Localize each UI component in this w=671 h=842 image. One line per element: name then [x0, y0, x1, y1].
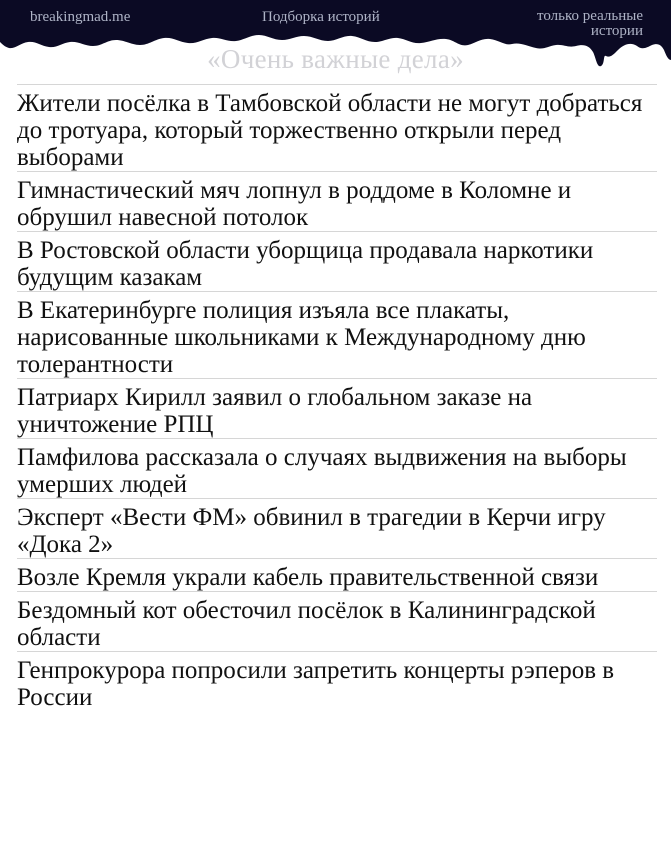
- tagline: только реальные истории: [537, 8, 643, 39]
- story-headline[interactable]: Патриарх Кирилл заявил о глобальном заказе на уничтожение РПЦ: [17, 384, 533, 438]
- story-headline[interactable]: В Екатеринбурге полиция изъяла все плакаты, нарисованные школьниками к Международному дню толерантности: [17, 297, 586, 378]
- story-headline[interactable]: В Ростовской области уборщица продавала наркотики будущим казакам: [17, 237, 594, 291]
- list-item[interactable]: [17, 438, 657, 498]
- story-headline[interactable]: Памфилова рассказала о случаях выдвижения на выборы умерших людей: [17, 444, 627, 498]
- list-item[interactable]: [17, 651, 657, 711]
- story-headline[interactable]: Жители посёлка в Тамбовской области не могут добраться до тротуара, который торжественно открыли перед выборами: [17, 90, 643, 171]
- story-list: [17, 84, 657, 711]
- list-item[interactable]: [17, 291, 657, 378]
- story-headline[interactable]: Эксперт «Вести ФМ» обвинил в трагедии в Керчи игру «Дока 2»: [17, 504, 606, 558]
- page-title: «Очень важные дела»: [207, 44, 464, 74]
- list-item[interactable]: [17, 171, 657, 231]
- list-item[interactable]: [17, 378, 657, 438]
- list-item[interactable]: [17, 498, 657, 558]
- section-name[interactable]: Подборка историй: [262, 9, 380, 25]
- story-headline[interactable]: Гимнастический мяч лопнул в роддоме в Коломне и обрушил навесной потолок: [17, 177, 572, 231]
- story-headline[interactable]: Генпрокурора попросили запретить концерты рэперов в России: [17, 657, 615, 711]
- list-item[interactable]: [17, 231, 657, 291]
- story-headline[interactable]: Бездомный кот обесточил посёлок в Калининградской области: [17, 597, 596, 651]
- list-item[interactable]: [17, 558, 657, 591]
- story-headline[interactable]: Возле Кремля украли кабель правительственной связи: [17, 564, 599, 591]
- site-name[interactable]: breakingmad.me: [30, 9, 131, 25]
- list-item[interactable]: [17, 591, 657, 651]
- header-banner: [0, 0, 671, 80]
- list-item[interactable]: [17, 84, 657, 171]
